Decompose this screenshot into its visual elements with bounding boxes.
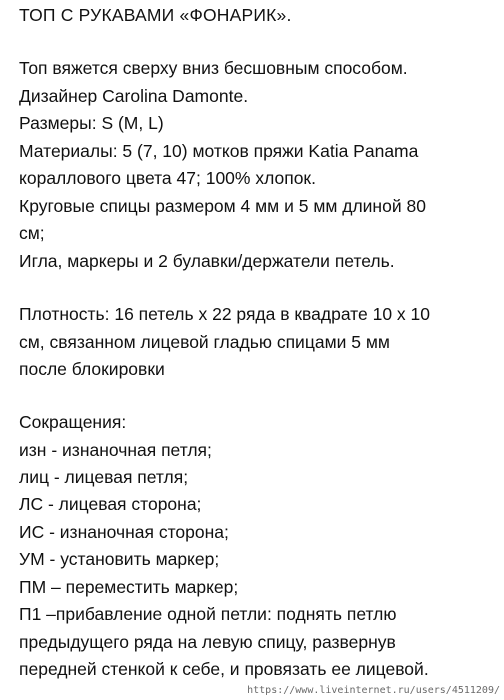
abbreviation-item: передней стенкой к себе, и провязать ее лицевой. xyxy=(19,659,429,679)
gauge-line-2: см, связанном лицевой гладью спицами 5 мм xyxy=(19,332,390,352)
abbreviation-item: УМ - установить маркер; xyxy=(19,549,220,569)
intro-line-4: Материалы: 5 (7, 10) мотков пряжи Katia Panama xyxy=(19,141,419,161)
intro-line-8: Игла, маркеры и 2 булавки/держатели петель. xyxy=(19,251,395,271)
intro-line-6: Круговые спицы размером 4 мм и 5 мм длиной 80 xyxy=(19,196,426,216)
abbreviation-item: лиц - лицевая петля; xyxy=(19,467,189,487)
gauge-line-1: Плотность: 16 петель х 22 ряда в квадрате 10 х 10 xyxy=(19,304,430,324)
abbreviation-item: ЛС - лицевая сторона; xyxy=(19,494,202,514)
intro-line-5: кораллового цвета 47; 100% хлопок. xyxy=(19,168,316,188)
intro-line-1: Топ вяжется сверху вниз бесшовным способом. xyxy=(19,58,408,78)
abbreviation-item: ПМ – переместить маркер; xyxy=(19,577,239,597)
abbreviations-heading: Сокращения: xyxy=(19,412,127,432)
intro-line-3: Размеры: S (M, L) xyxy=(19,113,164,133)
gauge-line-3: после блокировки xyxy=(19,359,165,379)
abbreviation-item: изн - изнаночная петля; xyxy=(19,440,212,460)
abbreviation-item: предыдущего ряда на левую спицу, развернув xyxy=(19,632,396,652)
abbreviation-item: П1 –прибавление одной петли: поднять петлю xyxy=(19,604,397,624)
intro-line-2: Дизайнер Carolina Damonte. xyxy=(19,86,249,106)
source-watermark: https://www.liveinternet.ru/users/4511209/ xyxy=(247,685,500,696)
abbreviation-item: ИС - изнаночная сторона; xyxy=(19,522,229,542)
document-title: ТОП С РУКАВАМИ «ФОНАРИК». xyxy=(19,5,292,25)
intro-line-7: см; xyxy=(19,223,45,243)
